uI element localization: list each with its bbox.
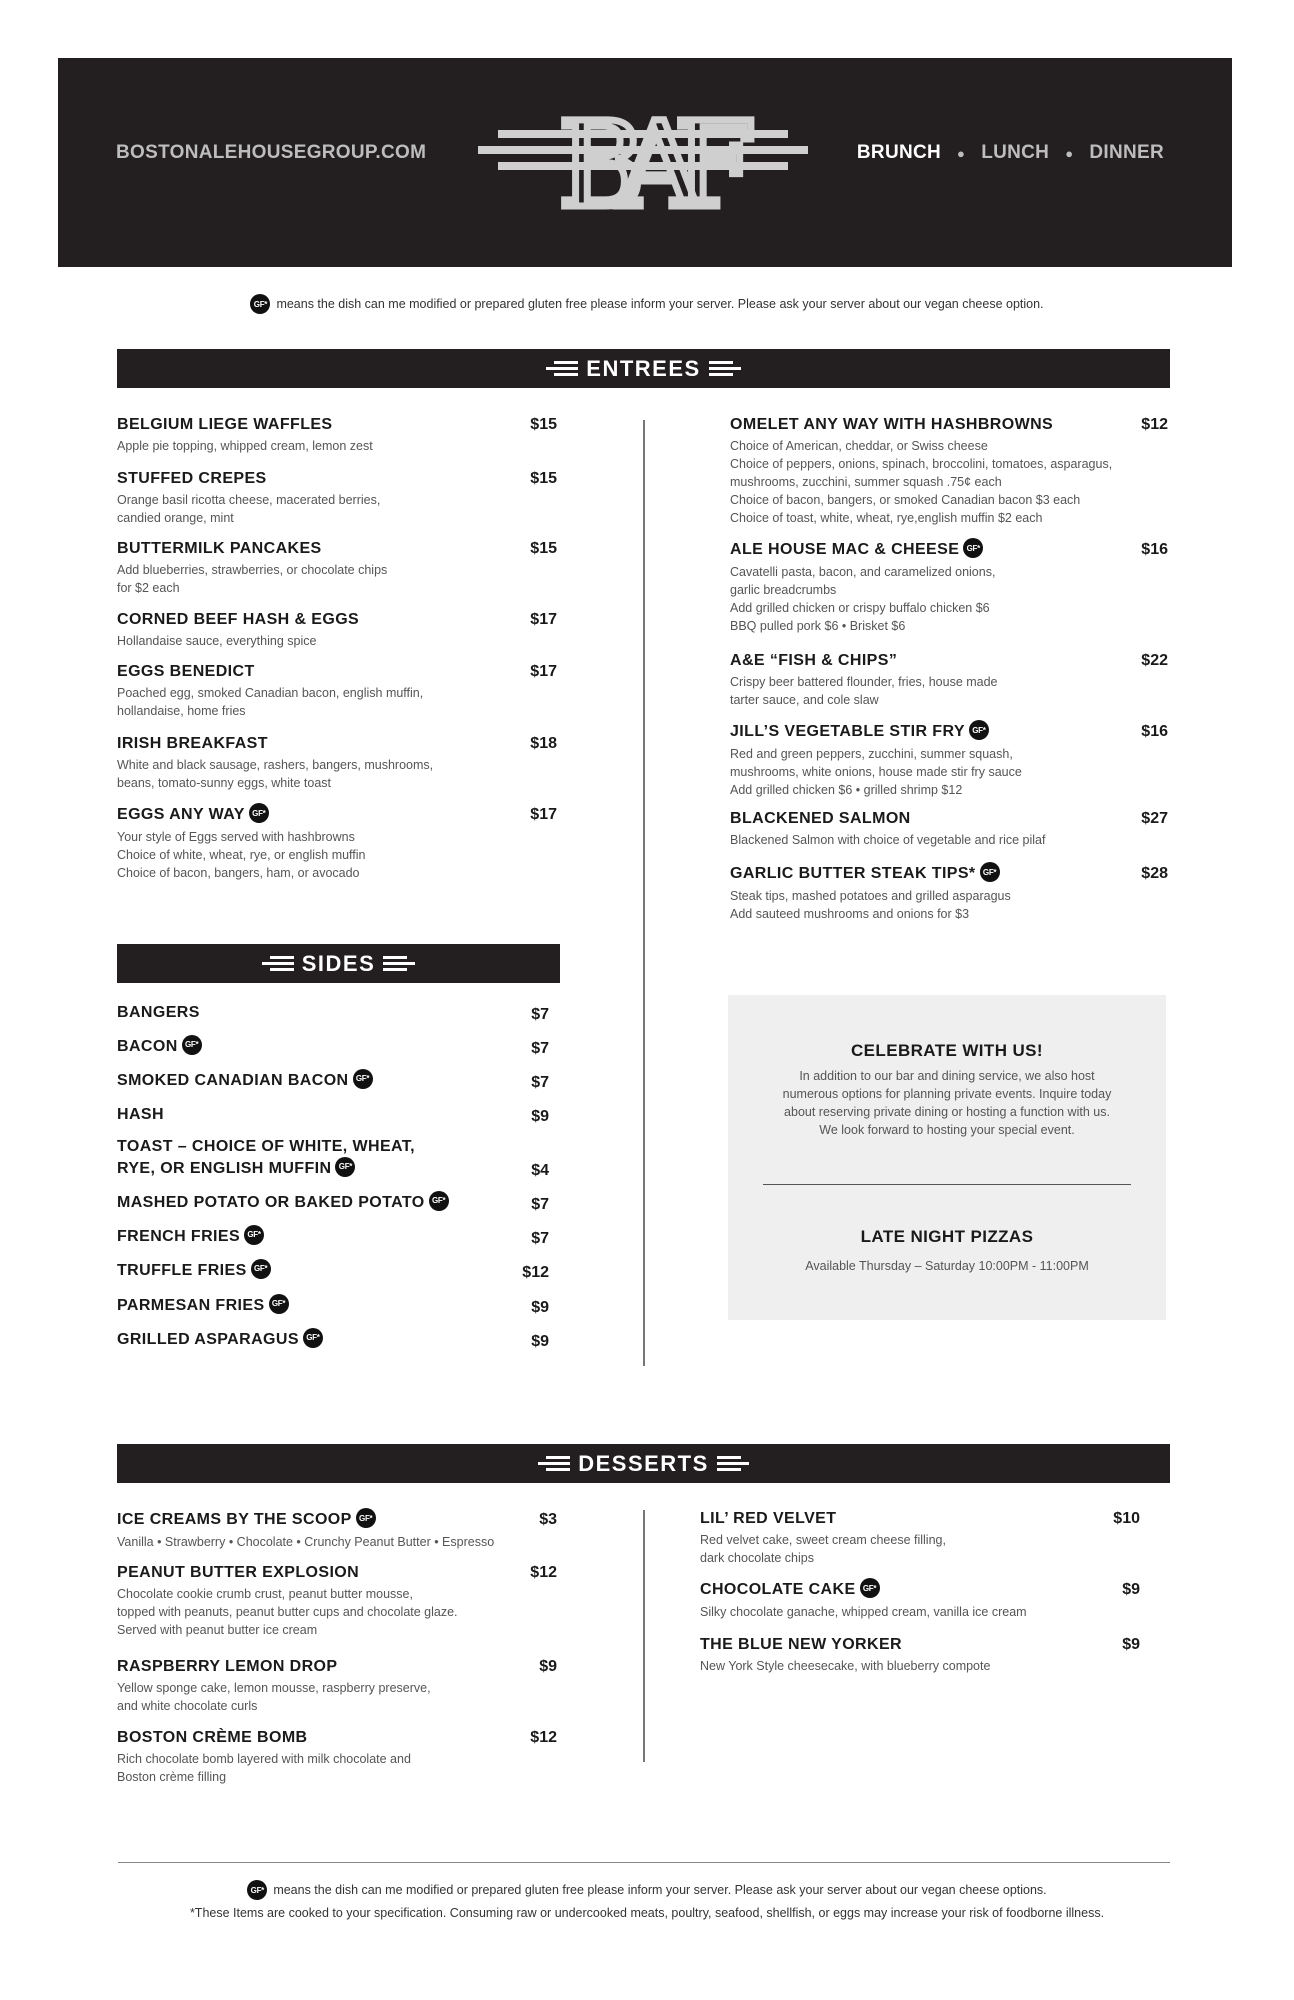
meal-periods [857, 142, 1164, 164]
menu-item [117, 805, 557, 882]
item-description: Vanilla • Strawberry • Chocolate • Crunchy Peanut Butter • Espresso [117, 1535, 495, 1549]
item-name: CORNED BEEF HASH & EGGS [117, 611, 360, 628]
side-item [117, 1192, 549, 1214]
item-name-wrap [700, 1510, 836, 1528]
side-name: SMOKED CANADIAN BACON [117, 1072, 349, 1089]
item-price: $12 [530, 1564, 557, 1581]
item-name: IRISH BREAKFAST [117, 735, 268, 752]
side-price: $7 [531, 1006, 549, 1023]
gf-badge-icon: GF* [963, 538, 983, 558]
celebrate-divider [763, 1184, 1131, 1185]
item-price: $3 [539, 1511, 557, 1529]
raw-food-warning: *These Items are cooked to your specification. Consuming raw or undercooked meats, poultry, seafood, shellfish, or eggs may increase your risk of foodborne illness. [189, 1906, 1105, 1920]
stripes-icon [709, 361, 741, 376]
gf-badge-icon: GF* [335, 1157, 355, 1177]
menu-item [730, 722, 1168, 799]
menu-item [117, 1729, 557, 1786]
section-title: ENTREES [586, 355, 701, 381]
item-description: Your style of Eggs served with hashbrowns Choice of white, wheat, rye, or english muffin Choice of bacon, bangers, ham, or avocado [117, 830, 366, 880]
menu-item [117, 1658, 557, 1715]
gf-note-top [0, 294, 1294, 314]
gf-badge-icon: GF* [244, 1225, 264, 1245]
gf-badge-icon: GF* [860, 1578, 880, 1598]
menu-item [117, 611, 557, 650]
item-name: RASPBERRY LEMON DROP [117, 1658, 338, 1675]
gf-note-text: means the dish can me modified or prepared gluten free please inform your server. Please ask your server about our vegan cheese option. [276, 297, 1044, 311]
celebrate-body: In addition to our bar and dining service, we also host numerous options for planning private events. Inquire today about reserving private dining or hosting a function with us. We look forward to hosting your special event. [782, 1069, 1112, 1137]
sides-header [117, 944, 560, 983]
item-name-wrap [730, 864, 1000, 884]
item-description: New York Style cheesecake, with blueberry compote [700, 1659, 991, 1673]
item-price: $28 [1141, 865, 1168, 883]
menu-item [730, 810, 1168, 849]
gf-badge-icon: GF* [249, 803, 269, 823]
item-price: $12 [1141, 416, 1168, 433]
item-price: $18 [530, 735, 557, 752]
bullet-icon: ● [1065, 145, 1074, 161]
side-item [117, 1260, 549, 1282]
item-name: GARLIC BUTTER STEAK TIPS* [730, 865, 976, 883]
gf-badge-icon: GF* [251, 1259, 271, 1279]
side-name: BANGERS [117, 1004, 200, 1021]
desserts-header [117, 1444, 1170, 1483]
item-description: Blackened Salmon with choice of vegetable and rice pilaf [730, 833, 1046, 847]
gf-badge-icon: GF* [353, 1069, 373, 1089]
gf-badge-icon: GF* [980, 862, 1000, 882]
entrees-header [117, 349, 1170, 388]
item-name: JILL’S VEGETABLE STIR FRY [730, 723, 965, 741]
item-name: PEANUT BUTTER EXPLOSION [117, 1564, 360, 1581]
menu-item [730, 540, 1168, 635]
side-item [117, 1226, 549, 1248]
logo-letters: BAF [558, 96, 728, 234]
item-price: $10 [1113, 1510, 1140, 1527]
item-description: Steak tips, mashed potatoes and grilled asparagus Add sauteed mushrooms and onions for $3 [730, 889, 1011, 921]
side-name: TRUFFLE FRIES [117, 1262, 247, 1279]
side-item [117, 1036, 549, 1058]
side-name-wrap [117, 1002, 200, 1024]
side-price: $7 [531, 1230, 549, 1247]
item-name-wrap [700, 1636, 902, 1654]
item-name-wrap [730, 416, 1053, 434]
gf-badge-icon: GF* [182, 1035, 202, 1055]
column-divider [643, 1510, 645, 1762]
item-price: $9 [1122, 1581, 1140, 1599]
side-price: $7 [531, 1040, 549, 1057]
late-night-title: LATE NIGHT PIZZAS [860, 1227, 1034, 1246]
item-name-wrap [117, 540, 322, 558]
gf-note-text: means the dish can me modified or prepared gluten free please inform your server. Please ask your server about our vegan cheese options. [273, 1883, 1047, 1897]
menu-item [117, 1510, 557, 1551]
stripes-icon [262, 956, 294, 971]
item-description: Cavatelli pasta, bacon, and caramelized onions, garlic breadcrumbs Add grilled chicken or crispy buffalo chicken $6 BBQ pulled pork $6 • Brisket $6 [730, 565, 996, 633]
menu-item [730, 652, 1168, 709]
item-price: $27 [1141, 810, 1168, 827]
item-name: THE BLUE NEW YORKER [700, 1636, 902, 1653]
item-description: Hollandaise sauce, everything spice [117, 634, 317, 648]
item-name: EGGS BENEDICT [117, 663, 255, 680]
website-link[interactable]: BOSTONALEHOUSEGROUP.COM [116, 142, 427, 163]
item-price: $22 [1141, 652, 1168, 669]
menu-item [730, 416, 1168, 527]
item-description: Poached egg, smoked Canadian bacon, english muffin, hollandaise, home fries [117, 686, 424, 718]
item-name-wrap [730, 652, 897, 670]
item-name: ALE HOUSE MAC & CHEESE [730, 541, 960, 559]
item-name-wrap [730, 540, 983, 560]
side-item [117, 1295, 549, 1317]
late-night-hours: Available Thursday – Saturday 10:00PM - 11:00PM [805, 1259, 1089, 1273]
gf-badge-icon: GF* [969, 720, 989, 740]
side-name-wrap [117, 1104, 164, 1126]
gf-badge-icon: GF* [356, 1508, 376, 1528]
meal-dinner[interactable]: DINNER [1089, 142, 1164, 163]
side-name-wrap [117, 1329, 323, 1351]
item-description: Silky chocolate ganache, whipped cream, vanilla ice cream [700, 1605, 1027, 1619]
item-price: $12 [530, 1729, 557, 1746]
side-item [117, 1002, 549, 1024]
meal-lunch[interactable]: LUNCH [981, 142, 1050, 163]
gf-badge-icon: GF* [269, 1294, 289, 1314]
item-name: BUTTERMILK PANCAKES [117, 540, 322, 557]
item-name: STUFFED CREPES [117, 470, 267, 487]
item-description: Add blueberries, strawberries, or chocolate chips for $2 each [117, 563, 388, 595]
side-name: MASHED POTATO OR BAKED POTATO [117, 1194, 425, 1211]
side-price: $9 [531, 1108, 549, 1125]
side-item [117, 1136, 549, 1180]
item-description: Crispy beer battered flounder, fries, house made tarter sauce, and cole slaw [730, 675, 998, 707]
side-price: $9 [531, 1333, 549, 1350]
side-name: FRENCH FRIES [117, 1228, 241, 1245]
item-name-wrap [117, 1564, 359, 1582]
menu-item [117, 735, 557, 792]
menu-item [730, 864, 1168, 923]
item-price: $16 [1141, 541, 1168, 559]
item-description: Choice of American, cheddar, or Swiss cheese Choice of peppers, onions, spinach, broccolini, tomatoes, asparagus, mushrooms, zucchini, summer squash .75¢ each Choice of bacon, bangers, or smoked Canadian bacon $3 each Choice of toast, white, wheat, rye,english muffin $2 each [730, 439, 1113, 525]
item-name-wrap [117, 611, 359, 629]
item-price: $17 [530, 611, 557, 628]
item-name-wrap [117, 1658, 337, 1676]
item-name: BELGIUM LIEGE WAFFLES [117, 416, 333, 433]
item-name-wrap [117, 1729, 308, 1747]
side-name-wrap [117, 1260, 271, 1282]
item-name-wrap [117, 470, 267, 488]
item-name-wrap [117, 416, 333, 434]
item-name: BLACKENED SALMON [730, 810, 911, 827]
side-price: $7 [531, 1074, 549, 1091]
item-description: Orange basil ricotta cheese, macerated berries, candied orange, mint [117, 493, 381, 525]
item-description: Chocolate cookie crumb crust, peanut butter mousse, topped with peanuts, peanut butter cups and chocolate glaze. Served with peanut butter ice cream [117, 1587, 458, 1637]
item-description: Red velvet cake, sweet cream cheese filling, dark chocolate chips [700, 1533, 946, 1565]
item-price: $9 [539, 1658, 557, 1675]
side-name: PARMESAN FRIES [117, 1297, 265, 1314]
side-item [117, 1070, 549, 1092]
column-divider [643, 420, 645, 1366]
side-name-wrap [117, 1136, 415, 1180]
gf-badge-icon: GF* [247, 1880, 267, 1900]
side-name: BACON [117, 1038, 178, 1055]
item-description: White and black sausage, rashers, bangers, mushrooms, beans, tomato-sunny eggs, white toast [117, 758, 434, 790]
menu-item [117, 416, 557, 455]
celebrate-title: CELEBRATE WITH US! [851, 1041, 1043, 1060]
side-name-wrap [117, 1192, 449, 1214]
gf-note-bottom [0, 1880, 1294, 1900]
gf-badge-icon: GF* [429, 1191, 449, 1211]
side-item [117, 1329, 549, 1351]
item-name: ICE CREAMS BY THE SCOOP [117, 1511, 352, 1529]
side-price: $7 [531, 1196, 549, 1213]
side-name-wrap [117, 1226, 264, 1248]
item-price: $17 [530, 806, 557, 824]
item-name: BOSTON CRÈME BOMB [117, 1729, 308, 1746]
item-price: $15 [530, 470, 557, 487]
item-price: $16 [1141, 723, 1168, 741]
side-name: HASH [117, 1106, 164, 1123]
side-name: TOAST – CHOICE OF WHITE, WHEAT, RYE, OR ENGLISH MUFFIN [117, 1138, 416, 1177]
celebrate-box [728, 995, 1166, 1320]
item-price: $15 [530, 540, 557, 557]
item-price: $9 [1122, 1636, 1140, 1653]
footer-rule [118, 1862, 1170, 1863]
menu-header [58, 58, 1232, 267]
bullet-icon: ● [957, 145, 966, 161]
stripes-icon [546, 361, 578, 376]
menu-item [117, 1564, 557, 1639]
logo-icon [478, 86, 808, 236]
section-title: SIDES [301, 950, 376, 976]
stripes-icon [383, 956, 415, 971]
side-name: GRILLED ASPARAGUS [117, 1331, 299, 1348]
side-price: $4 [531, 1162, 549, 1179]
side-name-wrap [117, 1070, 373, 1092]
item-price: $15 [530, 416, 557, 433]
menu-item [117, 470, 557, 527]
item-name: LIL’ RED VELVET [700, 1510, 837, 1527]
meal-brunch[interactable]: BRUNCH [856, 142, 942, 163]
item-name-wrap [117, 735, 268, 753]
item-description: Yellow sponge cake, lemon mousse, raspberry preserve, and white chocolate curls [117, 1681, 431, 1713]
side-item [117, 1104, 549, 1126]
item-name: EGGS ANY WAY [117, 806, 245, 824]
item-description: Apple pie topping, whipped cream, lemon zest [117, 439, 373, 453]
gf-badge-icon: GF* [303, 1328, 323, 1348]
menu-item [117, 540, 557, 597]
stripes-icon [717, 1456, 749, 1471]
menu-item [700, 1580, 1140, 1621]
menu-item [117, 663, 557, 720]
side-name-wrap [117, 1036, 202, 1058]
section-title: DESSERTS [578, 1450, 709, 1476]
stripes-icon [538, 1456, 570, 1471]
item-name-wrap [117, 1510, 376, 1530]
item-name-wrap [730, 810, 911, 828]
item-name: OMELET ANY WAY WITH HASHBROWNS [730, 416, 1054, 433]
item-name-wrap [117, 805, 269, 825]
item-name-wrap [117, 663, 255, 681]
menu-item [700, 1636, 1140, 1675]
side-price: $12 [522, 1264, 549, 1281]
item-name: CHOCOLATE CAKE [700, 1581, 856, 1599]
item-price: $17 [530, 663, 557, 680]
item-name-wrap [700, 1580, 880, 1600]
side-price: $9 [531, 1299, 549, 1316]
gf-badge-icon: GF* [250, 294, 270, 314]
item-name: A&E “FISH & CHIPS” [730, 652, 898, 669]
item-description: Rich chocolate bomb layered with milk chocolate and Boston crème filling [117, 1752, 411, 1784]
item-description: Red and green peppers, zucchini, summer squash, mushrooms, white onions, house made stir fry sauce Add grilled chicken $6 • grilled shrimp $12 [730, 747, 1022, 797]
menu-item [700, 1510, 1140, 1567]
side-name-wrap [117, 1295, 289, 1317]
item-name-wrap [730, 722, 989, 742]
